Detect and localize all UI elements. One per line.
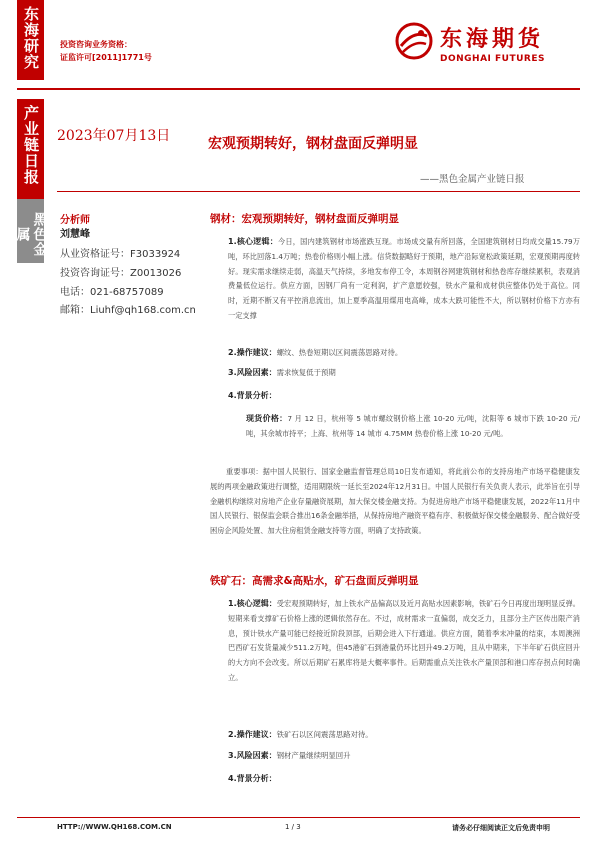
report-date: 2023年07月13日 <box>57 128 171 144</box>
logo-en-text: DONGHAI FUTURES <box>440 54 545 64</box>
steel-spot-text: 7 月 12 日，杭州等 5 城市螺纹钢价格上涨 10-20 元/吨，沈阳等 6 城市下跌 10-20 元/吨，其余城市持平；上海、杭州等 14 城市 4.75MM 热卷价格上涨 10-20 元/吨。 <box>246 414 580 438</box>
header-divider <box>17 88 580 90</box>
footer-divider <box>17 817 580 818</box>
qualification-line1: 投资咨询业务资格： <box>60 40 132 49</box>
title-divider <box>57 191 580 192</box>
iron-logic-text: 受宏观预期转好，加上铁水产品偏高以及近月高贴水因素影响，铁矿石今日再度出现明显反弹。短期来看支撑矿石价格上涨的逻辑依然存在。不过，成材需求一直偏弱，成交乏力，且部分主产区传出限产消息，预计铁水产量可能已经接近阶段顶部，后期会进入下行通道。供应方面，随着季末冲量的结束，本周澳洲巴西矿石发货量减少511.2万吨，但45港矿石到港量仍环比回升49.2万吨，且从中期来，下半年矿石供应回升的大方向不会改变。所以后期矿石累库将是大概率事件。后期需重点关注铁水产量顶部和港口库存拐点何时确立。 <box>228 599 580 682</box>
analyst-license: 从业资格证号：F3033924 <box>60 249 181 260</box>
iron-risk-label: 3.风险因素： <box>228 751 277 760</box>
iron-risk-text: 钢材产量继续明显回升 <box>276 751 351 760</box>
report-title: 宏观预期转好，钢材盘面反弹明显 <box>208 136 418 152</box>
logo-cn-text: 东海期货 <box>440 27 545 52</box>
iron-advice-label: 2.操作建议： <box>228 730 277 739</box>
qualification <box>60 38 152 64</box>
steel-spot <box>246 412 580 442</box>
steel-news: 重要事项：据中国人民银行、国家金融监督管理总局10日发布通知，将此前公布的支持房地产市场平稳健康发展的两项金融政策进行调整，适用期限统一延长至2024年12月31日。中国人民银行有关负责人表示，此举旨在引导金融机构继续对房地产企业存量融资展期，加大保交楼金融支持。为促进房地产市场平稳健康发展，2022年11月中国人民银行、银保监会联合推出16条金融举措，从保持房地产融资平稳有序、积极做好保交楼金融服务、配合做好受困房企风险处置、加大住房租赁金融支持等方面，明确了支持政策。 <box>210 467 580 536</box>
iron-heading: 铁矿石：高需求&高贴水，矿石盘面反弹明显 <box>210 575 419 587</box>
report-subtitle: ——黑色金属产业链日报 <box>420 174 525 185</box>
steel-risk-text: 需求恢复低于预期 <box>276 368 336 377</box>
steel-advice <box>228 347 402 358</box>
qualification-line2: 证监许可[2011]1771号 <box>60 53 152 62</box>
steel-logic-label: 1.核心逻辑： <box>228 237 278 246</box>
side-tab-research: 东海研究 <box>17 0 44 80</box>
steel-bg-label: 4.背景分析： <box>228 391 277 400</box>
analyst-label: 分析师 <box>60 215 90 226</box>
analyst-consult: 投资咨询证号：Z0013026 <box>60 268 182 279</box>
analyst-email[interactable]: 邮箱：Liuhf@qh168.com.cn <box>60 305 196 316</box>
iron-advice-text: 铁矿石以区间震荡思路对待。 <box>276 730 373 739</box>
analyst-phone: 电话：021-68757089 <box>60 287 164 298</box>
iron-risk <box>228 750 351 761</box>
footer-disclaimer: 请务必仔细阅读正文后免责申明 <box>452 824 550 832</box>
steel-heading: 钢材：宏观预期转好，钢材盘面反弹明显 <box>210 213 399 225</box>
footer-page-number: 1 / 3 <box>285 823 301 831</box>
steel-risk <box>228 367 336 378</box>
steel-bg <box>228 390 277 401</box>
iron-logic <box>228 597 580 686</box>
steel-spot-label: 现货价格： <box>246 414 288 423</box>
steel-logic-text: 今日，国内建筑钢材市场涨跌互现。市场成交量有所回落，全国建筑钢材日均成交量15.79万吨，环比回落1.4万吨；热卷价格则小幅上涨。信贷数据略好于预期，地产沿际宽松政策延期，宏观预期再度转好。现实需求继续走弱，高温天气持续，多地发布停工令，本周钢谷网建筑钢材和热卷库存继续累积，表观消费量低位运行。供应方面，因钢厂尚有一定利润，扩产意愿较强，铁水产量和成材供应整体仍处于高位。同时，近期不断又有平控消息流出，加上夏季高温用煤用电高峰，成本大跌可能性不大，所以钢材价格下方亦有一定支撑 <box>228 237 580 320</box>
side-tab-daily: 产业链日报 <box>17 99 44 199</box>
iron-bg <box>228 773 277 784</box>
steel-risk-label: 3.风险因素： <box>228 368 277 377</box>
side-tab-category: 黑色金属 <box>17 199 44 263</box>
footer-url[interactable]: HTTP://WWW.QH168.COM.CN <box>57 823 172 831</box>
donghai-logo-icon <box>395 22 433 60</box>
iron-advice <box>228 729 373 740</box>
iron-bg-label: 4.背景分析： <box>228 774 277 783</box>
steel-advice-text: 螺纹、热卷短期以区间震荡思路对待。 <box>276 348 403 357</box>
steel-advice-label: 2.操作建议： <box>228 348 277 357</box>
steel-logic <box>228 235 580 324</box>
analyst-name: 刘慧峰 <box>60 229 90 240</box>
iron-logic-label: 1.核心逻辑： <box>228 599 277 608</box>
